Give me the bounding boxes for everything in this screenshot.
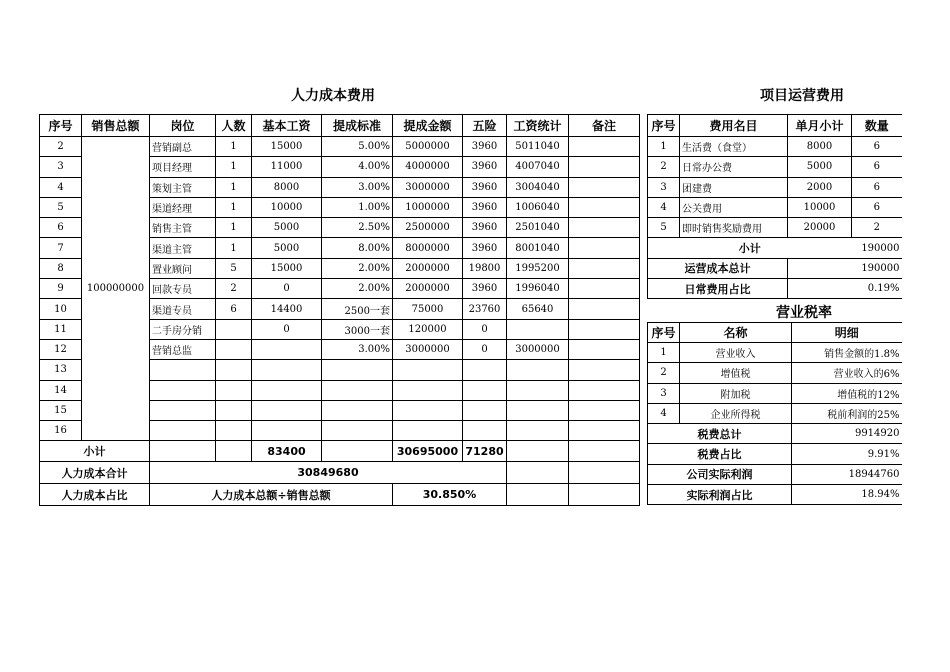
table-row <box>648 343 902 363</box>
tax-detail-cell: 销售金额的1.8% <box>792 343 902 363</box>
position-cell: 渠道专员 <box>150 299 216 319</box>
tax-name-cell: 企业所得税 <box>680 403 792 423</box>
tax-summary-label: 税费总计 <box>648 424 792 444</box>
commission-rate-cell: 2.00% <box>322 279 393 299</box>
row-number: 2 <box>648 157 680 177</box>
insurance-cell: 3960 <box>463 197 507 217</box>
salary-total-cell: 5011040 <box>507 137 569 157</box>
commission-amount-cell: 4000000 <box>393 157 463 177</box>
table-row <box>648 279 902 299</box>
hr-cost-table <box>39 114 640 506</box>
tax-name-cell: 附加税 <box>680 383 792 403</box>
commission-rate-cell <box>322 400 393 420</box>
base-salary-cell <box>252 360 322 380</box>
row-number: 13 <box>40 360 82 380</box>
tax-summary-value: 18.94% <box>792 485 902 505</box>
table-row <box>40 484 640 506</box>
headcount-cell <box>216 400 252 420</box>
row-number: 4 <box>648 403 680 423</box>
headcount-cell: 1 <box>216 137 252 157</box>
column-header: 人数 <box>216 115 252 137</box>
position-cell: 项目经理 <box>150 157 216 177</box>
column-header: 工资统计 <box>507 115 569 137</box>
tax-summary-label: 税费占比 <box>648 444 792 464</box>
monthly-amount-cell: 20000 <box>788 218 852 238</box>
salary-total-cell: 65640 <box>507 299 569 319</box>
column-header: 销售总额 <box>82 115 150 137</box>
base-salary-cell: 15000 <box>252 137 322 157</box>
headcount-cell: 2 <box>216 279 252 299</box>
salary-total-cell <box>507 421 569 441</box>
row-number: 3 <box>40 157 82 177</box>
remark-cell <box>569 197 640 217</box>
base-salary-cell: 0 <box>252 319 322 339</box>
commission-rate-cell <box>322 360 393 380</box>
tax-summary-label: 公司实际利润 <box>648 464 792 484</box>
column-header: 费用名目 <box>680 115 788 137</box>
column-header: 名称 <box>680 323 792 343</box>
row-number: 5 <box>648 218 680 238</box>
row-number: 16 <box>40 421 82 441</box>
row-number: 2 <box>40 137 82 157</box>
salary-total-cell <box>507 360 569 380</box>
table-row <box>648 137 902 157</box>
table-row <box>648 485 902 505</box>
row-number: 9 <box>40 279 82 299</box>
base-salary-cell: 15000 <box>252 258 322 278</box>
tax-rate-table <box>647 322 902 505</box>
row-number: 5 <box>40 197 82 217</box>
headcount-cell: 1 <box>216 177 252 197</box>
commission-rate-cell: 8.00% <box>322 238 393 258</box>
remark-cell <box>569 258 640 278</box>
commission-amount-cell: 8000000 <box>393 238 463 258</box>
position-cell: 营销总监 <box>150 339 216 359</box>
commission-amount-cell: 2000000 <box>393 258 463 278</box>
ops-subtotal-label: 小计 <box>648 238 852 258</box>
expense-name-cell: 生活费（食堂） <box>680 137 788 157</box>
row-number: 11 <box>40 319 82 339</box>
tax-summary-value: 9914920 <box>792 424 902 444</box>
headcount-cell <box>216 360 252 380</box>
table-row <box>648 238 902 258</box>
ops-ratio-label: 日常费用占比 <box>648 279 788 299</box>
insurance-cell: 3960 <box>463 279 507 299</box>
table-row <box>648 403 902 423</box>
remark-cell <box>569 400 640 420</box>
base-salary-cell <box>252 380 322 400</box>
row-number: 3 <box>648 383 680 403</box>
column-header: 备注 <box>569 115 640 137</box>
remark-cell <box>569 421 640 441</box>
insurance-cell: 3960 <box>463 238 507 258</box>
base-salary-cell: 5000 <box>252 218 322 238</box>
commission-amount-cell: 1000000 <box>393 197 463 217</box>
remark-cell <box>569 238 640 258</box>
commission-amount-cell <box>393 400 463 420</box>
ops-cost-table <box>647 114 902 299</box>
commission-rate-cell: 2.50% <box>322 218 393 238</box>
ops-total-label: 运营成本总计 <box>648 258 788 278</box>
position-cell: 销售主管 <box>150 218 216 238</box>
insurance-cell: 3960 <box>463 137 507 157</box>
ops-total-value: 190000 <box>788 258 902 278</box>
ops-cost-title: 项目运营费用 <box>760 88 844 104</box>
tax-rate-title: 营业税率 <box>776 305 832 321</box>
monthly-amount-cell: 5000 <box>788 157 852 177</box>
position-cell: 渠道经理 <box>150 197 216 217</box>
commission-rate-cell: 1.00% <box>322 197 393 217</box>
expense-name-cell: 公关费用 <box>680 197 788 217</box>
row-number: 12 <box>40 339 82 359</box>
column-header: 提成金额 <box>393 115 463 137</box>
tax-detail-cell: 增值税的12% <box>792 383 902 403</box>
tax-name-cell: 营业收入 <box>680 343 792 363</box>
column-header: 五险 <box>463 115 507 137</box>
table-row <box>648 177 902 197</box>
commission-rate-cell <box>322 380 393 400</box>
table-row <box>648 258 902 278</box>
position-cell: 营销副总 <box>150 137 216 157</box>
position-cell: 二手房分销 <box>150 319 216 339</box>
insurance-cell: 19800 <box>463 258 507 278</box>
row-number: 6 <box>40 218 82 238</box>
salary-total-cell <box>507 400 569 420</box>
remark-cell <box>569 380 640 400</box>
table-row <box>40 462 640 484</box>
commission-rate-cell: 5.00% <box>322 137 393 157</box>
monthly-amount-cell: 2000 <box>788 177 852 197</box>
column-header: 单月小计 <box>788 115 852 137</box>
salary-total-cell: 1006040 <box>507 197 569 217</box>
row-number: 1 <box>648 343 680 363</box>
row-number: 3 <box>648 177 680 197</box>
subtotal-base-salary: 83400 <box>252 441 322 462</box>
row-number: 15 <box>40 400 82 420</box>
commission-amount-cell <box>393 360 463 380</box>
position-cell <box>150 421 216 441</box>
ops-ratio-value: 0.19% <box>788 279 902 299</box>
commission-amount-cell: 2000000 <box>393 279 463 299</box>
remark-cell <box>569 279 640 299</box>
row-number: 7 <box>40 238 82 258</box>
tax-summary-value: 9.91% <box>792 444 902 464</box>
table-row <box>40 441 640 462</box>
remark-cell <box>569 319 640 339</box>
headcount-cell <box>216 319 252 339</box>
insurance-cell: 0 <box>463 339 507 359</box>
tax-name-cell: 增值税 <box>680 363 792 383</box>
salary-total-cell: 4007040 <box>507 157 569 177</box>
tax-summary-label: 实际利润占比 <box>648 485 792 505</box>
quantity-cell: 6 <box>852 137 902 157</box>
base-salary-cell: 5000 <box>252 238 322 258</box>
remark-cell <box>569 339 640 359</box>
row-number: 2 <box>648 363 680 383</box>
table-row <box>40 137 640 157</box>
salary-total-cell: 1995200 <box>507 258 569 278</box>
position-cell: 回款专员 <box>150 279 216 299</box>
salary-total-cell: 1996040 <box>507 279 569 299</box>
headcount-cell <box>216 339 252 359</box>
subtotal-label: 小计 <box>40 441 150 462</box>
salary-total-cell: 2501040 <box>507 218 569 238</box>
commission-rate-cell: 4.00% <box>322 157 393 177</box>
remark-cell <box>569 177 640 197</box>
commission-amount-cell <box>393 380 463 400</box>
insurance-cell <box>463 360 507 380</box>
insurance-cell: 3960 <box>463 177 507 197</box>
headcount-cell <box>216 380 252 400</box>
position-cell <box>150 400 216 420</box>
base-salary-cell: 14400 <box>252 299 322 319</box>
headcount-cell: 1 <box>216 197 252 217</box>
insurance-cell: 3960 <box>463 157 507 177</box>
table-row <box>648 157 902 177</box>
commission-rate-cell: 3.00% <box>322 339 393 359</box>
row-number: 14 <box>40 380 82 400</box>
commission-rate-cell: 2500一套 <box>322 299 393 319</box>
hr-ratio-formula: 人力成本总额÷销售总额 <box>150 484 393 506</box>
position-cell: 置业顾问 <box>150 258 216 278</box>
table-row <box>648 444 902 464</box>
insurance-cell: 3960 <box>463 218 507 238</box>
table-row <box>648 363 902 383</box>
headcount-cell: 1 <box>216 218 252 238</box>
tax-detail-cell: 营业收入的6% <box>792 363 902 383</box>
commission-rate-cell: 3000一套 <box>322 319 393 339</box>
commission-amount-cell: 120000 <box>393 319 463 339</box>
insurance-cell: 0 <box>463 319 507 339</box>
expense-name-cell: 日常办公费 <box>680 157 788 177</box>
position-cell <box>150 380 216 400</box>
insurance-cell <box>463 380 507 400</box>
monthly-amount-cell: 10000 <box>788 197 852 217</box>
base-salary-cell: 8000 <box>252 177 322 197</box>
table-row <box>648 424 902 444</box>
quantity-cell: 2 <box>852 218 902 238</box>
column-header: 基本工资 <box>252 115 322 137</box>
base-salary-cell: 0 <box>252 279 322 299</box>
hr-total-label: 人力成本合计 <box>40 462 150 484</box>
salary-total-cell: 3000000 <box>507 339 569 359</box>
commission-amount-cell: 3000000 <box>393 339 463 359</box>
table-row <box>648 464 902 484</box>
row-number: 10 <box>40 299 82 319</box>
commission-amount-cell: 75000 <box>393 299 463 319</box>
position-cell: 渠道主管 <box>150 238 216 258</box>
remark-cell <box>569 360 640 380</box>
commission-amount-cell: 2500000 <box>393 218 463 238</box>
column-header: 明细 <box>792 323 902 343</box>
column-header: 岗位 <box>150 115 216 137</box>
remark-cell <box>569 299 640 319</box>
salary-total-cell <box>507 319 569 339</box>
insurance-cell <box>463 421 507 441</box>
headcount-cell: 5 <box>216 258 252 278</box>
remark-cell <box>569 137 640 157</box>
row-number: 4 <box>648 197 680 217</box>
base-salary-cell: 11000 <box>252 157 322 177</box>
commission-rate-cell: 3.00% <box>322 177 393 197</box>
hr-cost-title: 人力成本费用 <box>291 88 375 104</box>
hr-ratio-label: 人力成本占比 <box>40 484 150 506</box>
row-number: 8 <box>40 258 82 278</box>
row-number: 1 <box>648 137 680 157</box>
hr-ratio-value: 30.850% <box>393 484 507 506</box>
quantity-cell: 6 <box>852 157 902 177</box>
column-header: 序号 <box>648 115 680 137</box>
base-salary-cell <box>252 421 322 441</box>
expense-name-cell: 团建费 <box>680 177 788 197</box>
table-row <box>648 197 902 217</box>
commission-amount-cell <box>393 421 463 441</box>
insurance-cell: 23760 <box>463 299 507 319</box>
headcount-cell: 1 <box>216 238 252 258</box>
column-header: 数量 <box>852 115 902 137</box>
headcount-cell: 1 <box>216 157 252 177</box>
column-header: 序号 <box>648 323 680 343</box>
table-row <box>648 218 902 238</box>
base-salary-cell: 10000 <box>252 197 322 217</box>
monthly-amount-cell: 8000 <box>788 137 852 157</box>
table-row <box>648 383 902 403</box>
commission-amount-cell: 3000000 <box>393 177 463 197</box>
base-salary-cell <box>252 339 322 359</box>
subtotal-insurance: 71280 <box>463 441 507 462</box>
quantity-cell: 6 <box>852 197 902 217</box>
commission-amount-cell: 5000000 <box>393 137 463 157</box>
salary-total-cell <box>507 380 569 400</box>
remark-cell <box>569 218 640 238</box>
headcount-cell <box>216 421 252 441</box>
row-number: 4 <box>40 177 82 197</box>
sales-total-cell: 100000000 <box>82 137 150 441</box>
base-salary-cell <box>252 400 322 420</box>
tax-detail-cell: 税前利润的25% <box>792 403 902 423</box>
ops-subtotal-value: 190000 <box>852 238 902 258</box>
column-header: 序号 <box>40 115 82 137</box>
subtotal-commission: 30695000 <box>393 441 463 462</box>
remark-cell <box>569 157 640 177</box>
commission-rate-cell <box>322 421 393 441</box>
commission-rate-cell: 2.00% <box>322 258 393 278</box>
salary-total-cell: 3004040 <box>507 177 569 197</box>
position-cell <box>150 360 216 380</box>
tax-summary-value: 18944760 <box>792 464 902 484</box>
quantity-cell: 6 <box>852 177 902 197</box>
hr-total-value: 30849680 <box>150 462 507 484</box>
insurance-cell <box>463 400 507 420</box>
expense-name-cell: 即时销售奖励费用 <box>680 218 788 238</box>
column-header: 提成标准 <box>322 115 393 137</box>
salary-total-cell: 8001040 <box>507 238 569 258</box>
headcount-cell: 6 <box>216 299 252 319</box>
position-cell: 策划主管 <box>150 177 216 197</box>
